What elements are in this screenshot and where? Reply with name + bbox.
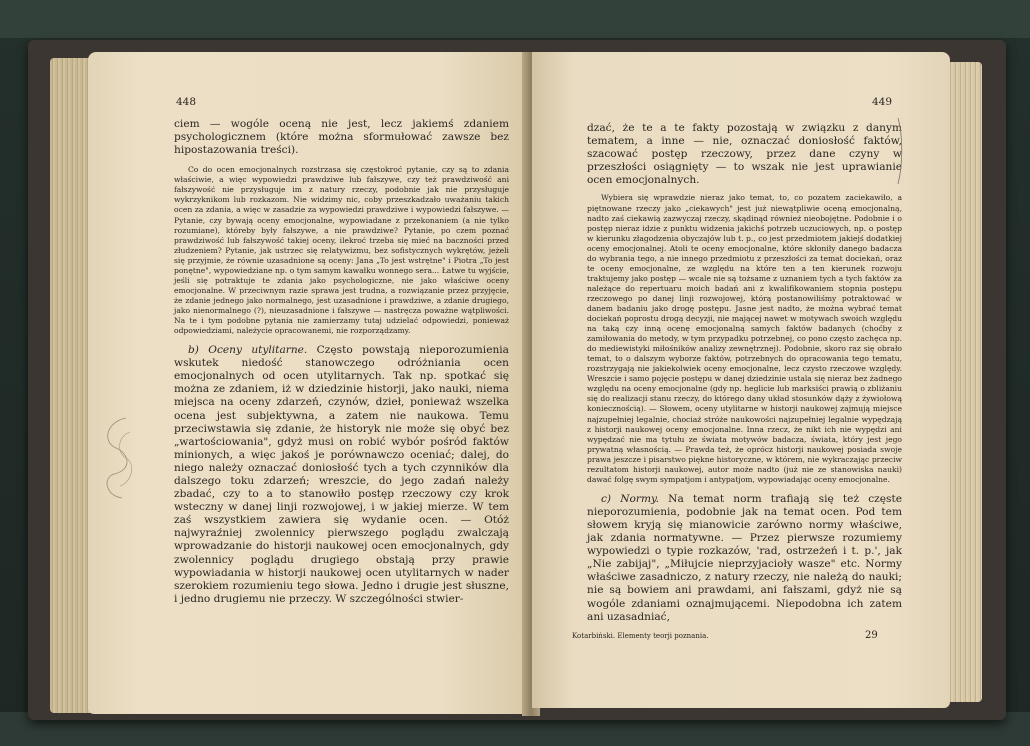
right-page-number: 449: [872, 96, 893, 108]
section-b-text: Często powstają nieporozumienia wskutek niedość stanowczego odróżniania ocen emocjonalnych od ocen utylitarnych. Tak np. spotkać się można ze zdaniem, iż w dziedzinie historji, jako nauki, niema miejsca na oceny zdarzeń, czynów, dzieł, ponieważ wszelka ocena jest subjektywna, a zatem nie naukowa. Temu przeciwstawia się zdanie, że historyk nie może się obyć bez „wartościowania", gdyż musi on robić wybór pośród faktów minionych, a więc jakoś je porównawczo oceniać; dalej, do niego należy oznaczać doniosłość tych a tych czynników dla dalszego toku zdarzeń; wreszcie, do jego zadań należy zbadać, czy to a to stanowiło postęp rzeczowy czy krok wsteczny w danej linji rozwojowej, i w jakiej mierze. W tem zaś wszystkiem zawiera się wydanie ocen. — Otóż najwyraźniej zwolennicy pierwszego poglądu zwalczają wprowadzanie do historji naukowej ocen emocjonalnych, gdy zwolennicy poglądu drugiego obstają przy prawie wypowiadania w historji naukowej ocen utylitarnych w nader szerokiem rozumieniu tego słowa. Jedno i drugie jest słuszne, i jedno drugiemu nie przeczy. W szczególności stwier-: [174, 344, 509, 605]
left-page-text: [174, 118, 509, 606]
left-page: [88, 52, 528, 714]
section-c-heading: c) Normy.: [601, 492, 659, 505]
section-b-paragraph: [174, 344, 509, 606]
left-small-print-paragraph: Co do ocen emocjonalnych rozstrzasa się częstokroć pytanie, czy są to zdania właściwie, a więc wypowiedzi prawdziwe lub fałszywe, czy też prawdziwość ani fałszywość nie przysługuje im z natury rzeczy, podobnie jak nie przysługuje wykrzyknikom lub rozkazom. Nie widzimy nic, coby przeszkadzało uważaniu takich ocen za zdania, a więc w zasadzie za wypowiedzi prawdziwe i wypowiedzi fałszywe. — Pytanie, czy bywają oceny emocjonalne, wypowiadane z przekonaniem (a nie tylko rozumiane), któreby były fałszywe, a nie prawdziwe? Pytanie, po czem poznać prawdziwość lub fałszywość takiej oceny, ilekroć trzeba się mieć na baczności przed złudzeniem? Pytanie, jak ustrzec się relatywizmu, bez sofistycznych wykrętów, jeżeli się przyjmie, że równie uzasadnione są oceny: Jana „To jest wstrętne" i Piotra „To jest ponętne", wypowiedziane np. o tym samym kawałku wonnego sera... Łatwe tu wyjście, jeśli się potraktuje te zdania jako psychologiczne, nie jako właściwe oceny emocjonalne. W przeciwnym razie sprawa jest trudna, a rozwiązanie przez przyjęcie, że zdanie jednego jako normalnego, jest uzasadnione i prawdziwe, a zdanie drugiego, jako nienormalnego (?), nieuzasadnione i fałszywe — nastręcza poważne wątpliwości. Na te i tym podobne pytania nie zamierzamy tutaj udzielać odpowiedzi, ponieważ odpowiedziami, należycie opracowanemi, nie rozporządzamy.: [174, 165, 509, 336]
signature-number: 29: [865, 630, 878, 641]
right-page: [532, 52, 950, 708]
right-page-text: [587, 122, 902, 624]
book-footer-note: Kotarbiński. Elementy teorji poznania.: [572, 632, 709, 640]
right-page-edges: [948, 62, 982, 702]
section-b-heading: b) Oceny utylitarne.: [188, 344, 308, 357]
right-small-print-paragraph: Wybiera się wprawdzie nieraz jako temat, to, co pozatem zaciekawiło, a piętnowane rzeczy jako „ciekawych" jest już niewątpliwie oceną emocjonalną, nadto zaś ciekawią zazwyczaj rzeczy, skądinąd również nieobojętne. Podobnie i o postęp nieraz idzie z punktu widzenia jakichś potrzeb uczuciowych, np. o postęp w kierunku złagodzenia obyczajów lub t. p., co jest przedmiotem jakiejś dodatkiej oceny emocjonalnej. Atoli te oceny emocjonalne, które skłoniły danego badacza do wybrania tego, a nie innego przedmiotu z przeszłości za temat dociekań, oraz te oceny emocjonalne, ze względu na które ten a ten kierunek rozwoju traktujemy jako postęp — wcale nie są tożsame z uznaniem tych a tych faktów za należące do repertuaru moich badań ani z kwalifikowaniem stopnia postępu rzeczowego po danej linji rozwojowej, którą postanowiliśmy potraktować w danem badaniu jako drogę postępu. Jasne jest nadto, że można wybrać temat dociekań poprostu drogą decyzji, nie mającej nawet w motywach swoich względu na taką czy inną ocenę emocjonalną samych faktów badanych (choćby z zamiłowania do metody, w tym przypadku potrzebnej, co pono często zachęca np. do mediewistyki miłośników analizy zewnętrznej). Podobnie, skoro raz się obrało temat, to o dalszym wyborze faktów, potrzebnych do opracowania tego tematu, rozstrzygają nie jakiekolwiek oceny emocjonalne, lecz czysto rzeczowe względy. Wreszcie i samo pojęcie postępu w danej dziedzinie ustala się nieraz bez żadnego względu na oceny emocjonalne (gdy np. heglicie lub marksiści prawią o zbliżaniu się do realizacji stanu rzeczy, do którego dany układ stosunków dąży z żywiołową koniecznością). — Słowem, oceny utylitarne w historji naukowej zajmują miejsce najzupełniej legalnie, chociaż stróże naukowości najzupełniej legalnie wypędzają z historji naukowej oceny emocjonalne. Inna rzecz, że nikt ich nie wypędzi ani wypędzać nie ma tytułu ze świata motywów badacza, świata, który jest jego prywatną własnością. — Prawda też, że oprócz historji naukowej posiada swoje prawa jeszcze i pisarstwo piękne historyczne, w którem, nie wykraczając przeciw rezultatom historji naukowej, autor może nadto (już nie ze stanowiska nauki) dawać folgę swym sympatjom i antypatjom, wypowiadając oceny emocjonalne.: [587, 193, 902, 484]
section-c-text: Na temat norm trafiają się też częste nieporozumienia, podobnie jak na temat ocen. Pod tem słowem kryją się mianowicie zarówno normy właściwe, jak zdania normatywne. — Przez pierwsze rozumiemy wypowiedzi o typie rozkazów, 'rad, ostrzeżeń i t. p.', jak „Nie zabijaj", „Miłujcie nieprzyjacioły wasze" etc. Normy właściwe zasadniczo, z natury rzeczy, nie należą do nauki; nie są bowiem ani prawdami, ani fałszami, gdyż nie są wogóle zdaniami oznajmującemi. Niepodobna ich zatem ani uzasadniać,: [587, 492, 902, 623]
background-top-stripe: [0, 0, 1030, 38]
margin-pencil-scribble: [96, 412, 140, 502]
section-c-paragraph: [587, 493, 902, 624]
left-page-number: 448: [176, 96, 197, 108]
left-intro-paragraph: ciem — wogóle oceną nie jest, lecz jakiemś zdaniem psychologicznem (które można sformułować zawsze bez hipostazowania treści).: [174, 118, 509, 157]
margin-pencil-line: [894, 116, 906, 186]
right-intro-paragraph: dzać, że te a te fakty pozostają w związku z danym tematem, a inne — nie, oznaczać doniosłość faktów, szacować postęp rzeczowy, przez dane czyny w przeszłości osiągnięty — to wszak nie jest uprawianie ocen emocjonalnych.: [587, 122, 902, 187]
